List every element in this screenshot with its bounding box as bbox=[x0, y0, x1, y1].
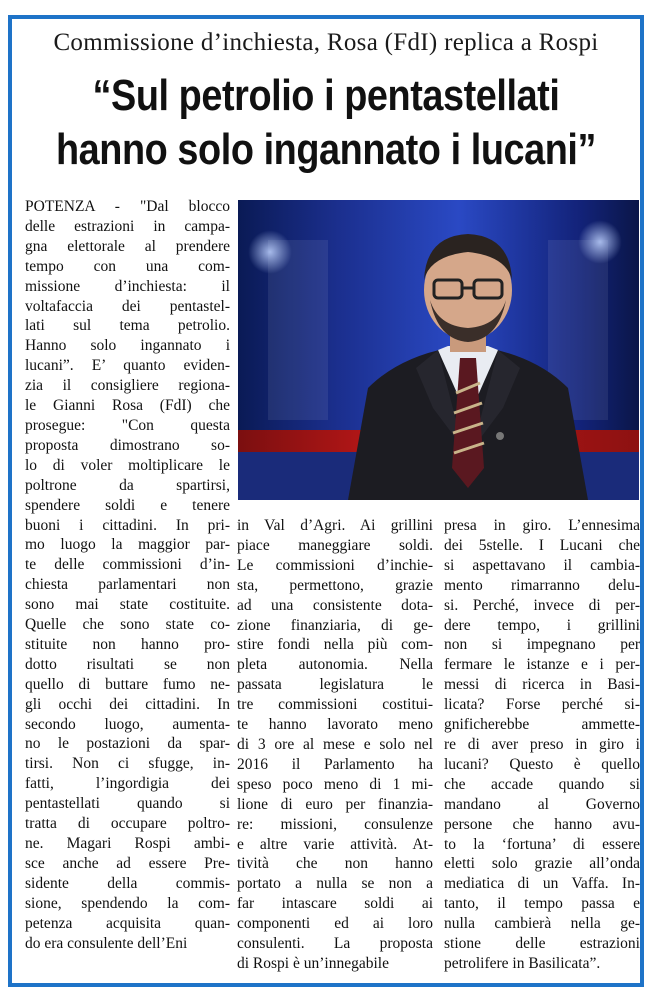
article-line: speso poco meno di 1 mi- bbox=[237, 775, 433, 793]
article-frame bbox=[8, 15, 644, 987]
article-line: fermare le istanze e i per- bbox=[444, 656, 640, 674]
article-line: poltrone da spartirsi, bbox=[25, 476, 230, 494]
article-column-2 bbox=[237, 516, 433, 974]
article-line: mediatica di un Vaffa. In- bbox=[444, 875, 640, 893]
article-photo bbox=[238, 200, 639, 500]
article-line: re: missioni, consulenze bbox=[237, 815, 433, 833]
headline-line-1: “Sul petrolio i pentastellati bbox=[92, 71, 560, 120]
article-line: tirsi. Non ci sfugge, in- bbox=[25, 755, 230, 773]
article-line: te delle commissioni d’in- bbox=[25, 556, 230, 574]
article-line: fatti, l’ingordigia dei bbox=[25, 775, 230, 793]
article-line: dere tempo, i grillini bbox=[444, 616, 640, 634]
article-line: componenti ed ai loro bbox=[237, 915, 433, 933]
article-headline bbox=[56, 69, 596, 177]
article-line: ne. Magari Rospi ambi- bbox=[25, 835, 230, 852]
article-line: te hanno lavorato meno bbox=[237, 716, 433, 734]
article-line: presa in giro. L’ennesima bbox=[444, 517, 640, 534]
article-line: proposta dimostrano so- bbox=[25, 436, 230, 454]
article-line: secondo luogo, aumenta- bbox=[25, 715, 230, 733]
article-line: far intascare soldi ai bbox=[237, 895, 433, 913]
article-line: di Rospi è un’innegabile bbox=[237, 954, 389, 972]
article-kicker: Commissione d’inchiesta, Rosa (FdI) replica a Rospi bbox=[53, 29, 599, 56]
article-line: lucani? Questo è quello bbox=[444, 755, 640, 773]
article-line: prosegue: "Con questa bbox=[25, 416, 230, 434]
article-line: stione delle estrazioni bbox=[444, 935, 640, 953]
article-line: sono mai state costituite. bbox=[25, 596, 230, 614]
article-line: licata? Forse perché si- bbox=[444, 696, 640, 714]
article-line: si aspettavano il cambia- bbox=[444, 556, 640, 574]
article-line: di 3 ore al mese e solo nel bbox=[237, 735, 433, 753]
article-line: non si impegnano per bbox=[444, 636, 640, 654]
article-line: persone che hanno avu- bbox=[444, 815, 640, 833]
article-line: POTENZA - "Dal blocco bbox=[25, 198, 230, 215]
article-line: zia il consigliere regiona- bbox=[25, 377, 230, 395]
article-line: mandano al Governo bbox=[444, 795, 640, 813]
article-line: spendere soldi e tenere bbox=[25, 496, 230, 514]
article-line: petenza acquisita quan- bbox=[25, 914, 230, 932]
article-line: portato a nulla se non a bbox=[237, 875, 433, 893]
article-line: eletti solo grazie all’onda bbox=[444, 855, 640, 873]
article-line: 2016 il Parlamento ha bbox=[237, 755, 433, 773]
article-line: lucani”. E’ quanto eviden- bbox=[25, 357, 230, 375]
article-line: sce anche ad essere Pre- bbox=[25, 854, 230, 872]
article-line: pentastellati quando si bbox=[25, 795, 230, 813]
article-line: piace maneggiare soldi. bbox=[237, 536, 433, 554]
article-column-1 bbox=[25, 197, 230, 953]
article-line: gnificherebbe ammette- bbox=[444, 716, 640, 734]
portrait-figure bbox=[338, 218, 598, 500]
article-line: tività che non hanno bbox=[237, 855, 433, 873]
article-column-3 bbox=[444, 516, 640, 974]
article-line: zione finanziaria, di ge- bbox=[237, 616, 433, 634]
article-line: stire fondi nella più com- bbox=[237, 636, 433, 654]
article-line: dei 5stelle. I Lucani che bbox=[444, 536, 640, 554]
article-line: re di aver preso in giro i bbox=[444, 735, 640, 753]
article-line: ad una consistente dota- bbox=[237, 596, 433, 614]
article-line: quello di buttare fumo ne- bbox=[25, 675, 230, 693]
article-line: chiesta parlamentari non bbox=[25, 576, 230, 594]
article-line: pleta autonomia. Nella bbox=[237, 656, 433, 674]
article-line: nulla cambierà nella ge- bbox=[444, 915, 640, 933]
article-line: le Gianni Rosa (FdI) che bbox=[25, 397, 230, 415]
article-line: no le postazioni da spar- bbox=[25, 735, 230, 753]
article-line: gna elettorale al prendere bbox=[25, 237, 230, 255]
article-line: lione di euro per finanzia- bbox=[237, 795, 433, 813]
article-line: mento rimarranno delu- bbox=[444, 576, 640, 594]
article-line: e altre varie attività. At- bbox=[237, 835, 433, 853]
article-line: gli occhi dei cittadini. In bbox=[25, 695, 230, 713]
article-line: passata legislatura le bbox=[237, 676, 433, 694]
article-line: si. Perché, invece di per- bbox=[444, 596, 640, 614]
article-line: messi di ricerca in Basi- bbox=[444, 676, 640, 694]
article-line: missione d’inchiesta: il bbox=[25, 277, 230, 295]
article-line: buoni i cittadini. In pri- bbox=[25, 516, 230, 534]
article-line: sione, spendendo la com- bbox=[25, 894, 230, 912]
article-line: sta, permettono, grazie bbox=[237, 576, 433, 594]
article-line: in Val d’Agri. Ai grillini bbox=[237, 517, 433, 534]
article-line: Quelle che sono state co- bbox=[25, 616, 230, 634]
article-line: do era consulente dell’Eni bbox=[25, 934, 188, 952]
headline-line-2: hanno solo ingannato i lucani” bbox=[56, 125, 596, 174]
article-line: consulenti. La proposta bbox=[237, 935, 433, 953]
article-line: tanto, il tempo passa e bbox=[444, 895, 640, 913]
article-line: to la ‘fortuna’ di essere bbox=[444, 835, 640, 853]
studio-light bbox=[248, 230, 292, 274]
article-line: mo luogo la maggior par- bbox=[25, 536, 230, 554]
article-line: voltafaccia dei pentastel- bbox=[25, 297, 230, 315]
article-line: lo di voler moltiplicare le bbox=[25, 456, 230, 474]
article-line: tempo con una com- bbox=[25, 257, 230, 275]
article-line: tratta di occupare poltro- bbox=[25, 815, 230, 833]
article-line: delle estrazioni in campa- bbox=[25, 217, 230, 235]
article-line: tre commissioni costitui- bbox=[237, 696, 433, 714]
article-line: lati sul tema petrolio. bbox=[25, 317, 230, 335]
article-line: che accade quando si bbox=[444, 775, 640, 793]
article-line: stituite non hanno pro- bbox=[25, 635, 230, 653]
article-line: Hanno solo ingannato i bbox=[25, 337, 230, 355]
article-line: dotto risultati se non bbox=[25, 655, 230, 673]
article-line: petrolifere in Basilicata”. bbox=[444, 954, 601, 972]
article-line: Le commissioni d’inchie- bbox=[237, 556, 433, 574]
article-line: sidente della commis- bbox=[25, 874, 230, 892]
